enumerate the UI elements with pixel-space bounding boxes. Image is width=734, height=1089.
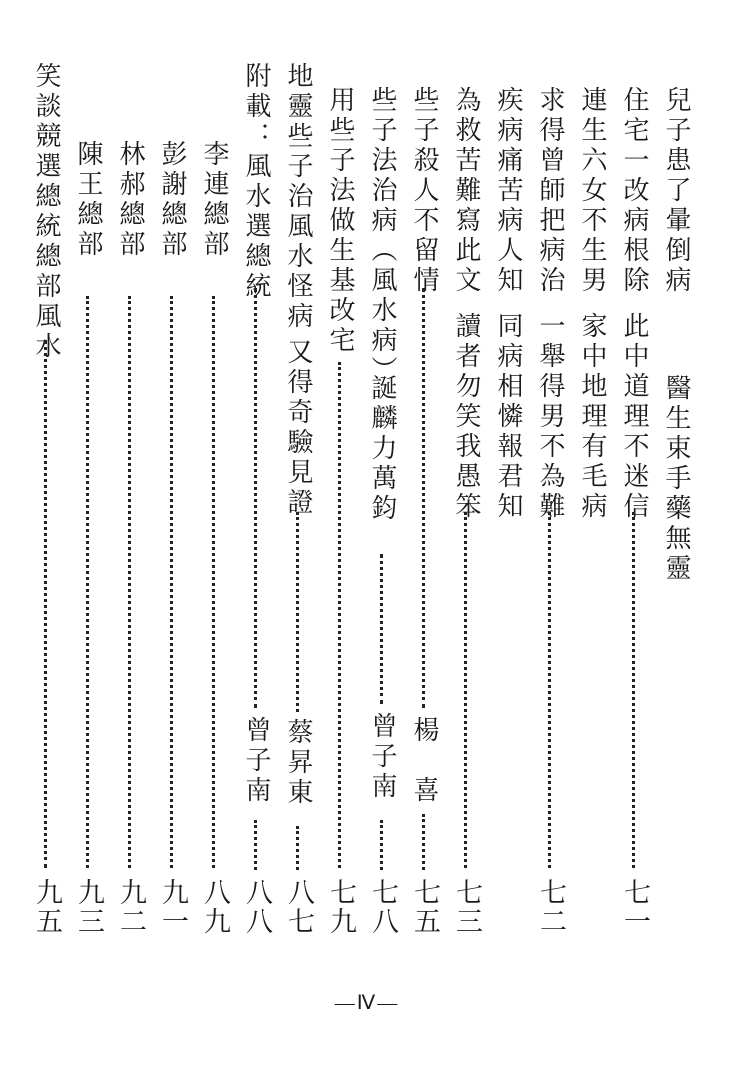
entry-title: 些子殺人不留情: [409, 86, 439, 296]
entry-title: 住宅一改病根除: [619, 86, 649, 296]
page-number: 七三: [451, 878, 482, 936]
toc-entry: [238, 62, 274, 952]
toc-entry: [406, 62, 442, 952]
toc-entry: [658, 62, 694, 952]
leader-dots: [44, 340, 47, 868]
entry-title: 李連總部: [199, 140, 229, 260]
page-number: 七一: [619, 878, 650, 936]
toc-entry: [616, 62, 652, 952]
entry-title: 彭謝總部: [157, 140, 187, 260]
leader-dots: [464, 512, 467, 868]
entry-title: 些子法治病（風水病）: [367, 86, 397, 386]
entry-subtitle: 又得奇驗見證: [283, 338, 313, 518]
toc-entry: [28, 62, 64, 952]
toc-entry: [154, 62, 190, 952]
leader-dots: [338, 362, 341, 868]
entry-author: 曾子南: [241, 716, 271, 806]
page-number: 九三: [73, 878, 104, 936]
leader-dots: [632, 512, 635, 868]
toc-entry: [322, 62, 358, 952]
page-number: 七九: [325, 878, 356, 936]
toc-entry: [280, 62, 316, 952]
page-number: 八八: [241, 878, 272, 936]
entry-title: 疾病痛苦病人知: [493, 86, 523, 296]
entry-title: 地靈些子治風水怪病: [283, 62, 313, 332]
entry-title: 求得曾師把病治: [535, 86, 565, 296]
entry-title: 陳王總部: [73, 140, 103, 260]
page-number: 七五: [409, 878, 440, 936]
toc-entry: [574, 62, 610, 952]
page-number: 七二: [535, 878, 566, 936]
leader-dots: [380, 554, 383, 704]
leader-dots: [296, 826, 299, 870]
toc-entry: [532, 62, 568, 952]
entry-title: 為救苦難寫此文: [451, 86, 481, 296]
entry-subtitle: 家中地理有毛病: [577, 312, 607, 522]
page-number: 八七: [283, 878, 314, 936]
toc-entry: [364, 62, 400, 952]
leader-dots: [422, 814, 425, 870]
toc-entry: [70, 62, 106, 952]
toc-entry: [490, 62, 526, 952]
leader-dots: [422, 288, 425, 708]
entry-subtitle: 醫生束手藥無靈: [661, 374, 691, 584]
toc-entry: [448, 62, 484, 952]
entry-author: 蔡昇東: [283, 718, 313, 808]
entry-title: 附載：風水選總統: [241, 62, 271, 302]
leader-dots: [128, 296, 131, 868]
leader-dots: [296, 512, 299, 712]
leader-dots: [86, 296, 89, 868]
entry-title: 笑談競選總統總部風水: [31, 62, 61, 362]
entry-title: 用些子法做生基改宅: [325, 86, 355, 356]
leader-dots: [212, 296, 215, 868]
entry-title: 兒子患了暈倒病: [661, 86, 691, 296]
entry-subtitle: 讀者勿笑我愚笨: [451, 312, 481, 522]
entry-subtitle: 同病相憐報君知: [493, 312, 523, 522]
leader-dots: [548, 512, 551, 868]
entry-author: 曾子南: [367, 712, 397, 802]
entry-title: 林郝總部: [115, 140, 145, 260]
leader-dots: [254, 820, 257, 870]
toc-entry: [112, 62, 148, 952]
leader-dots: [254, 288, 257, 708]
entry-title: 連生六女不生男: [577, 86, 607, 296]
leader-dots: [170, 296, 173, 868]
entry-author: 楊 喜: [409, 716, 439, 806]
page-number: 九五: [31, 878, 62, 936]
page-number: 七八: [367, 878, 398, 936]
page-number: 九一: [157, 878, 188, 936]
page-footer: —Ⅳ—: [334, 992, 400, 1014]
entry-subtitle: 此中道理不迷信: [619, 312, 649, 522]
page-number: 八九: [199, 878, 230, 936]
entry-subtitle: 一舉得男不為難: [535, 312, 565, 522]
page-number: 九二: [115, 878, 146, 936]
toc-entry: [196, 62, 232, 952]
leader-dots: [380, 820, 383, 870]
entry-subtitle: 誕麟力萬鈞: [367, 374, 397, 524]
